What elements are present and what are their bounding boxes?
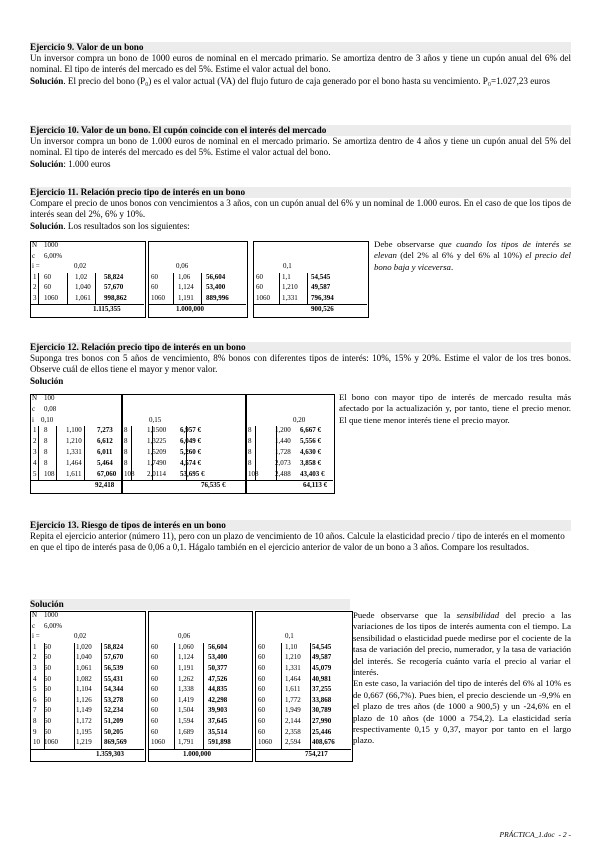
rate-label: 0,1 xyxy=(285,632,294,641)
table-cell: 60 xyxy=(44,706,51,715)
table-cell: 60 xyxy=(258,653,265,662)
exercise-11-note: Debe observarse que cuando los tipos de interés se elevan (del 2% al 6% y del 6% al 10%) el precio del bono baja y viceversa. xyxy=(374,239,571,272)
table-cell: 1,104 xyxy=(76,685,92,694)
table-cell: 2 xyxy=(33,437,37,446)
table-cell: 1,611 xyxy=(66,469,82,478)
table-cell: 60 xyxy=(151,674,158,683)
present-value-cell: 51,209 xyxy=(104,717,124,725)
table-cell: 1,100 xyxy=(66,426,82,435)
table-cell: 60 xyxy=(258,685,265,694)
exercise-11-text: Compare el precio de unos bonos con vencimientos a 3 años, con un cupón anual del 6% y un nominal de 1.000 euros. En el caso de que los tipos de interés sean del 2%, 6% y 10%. Solución. Los resultados son los siguientes: xyxy=(30,198,571,231)
table-cell: 10 xyxy=(33,738,40,747)
present-value-cell: 35,514 xyxy=(208,727,228,736)
total-cell: 900,526 xyxy=(311,305,334,313)
present-value-cell: 6,612 xyxy=(97,437,113,446)
param-c-value: 6,00% xyxy=(44,621,63,630)
present-value-cell: 54,344 xyxy=(104,685,124,694)
table-cell: 4 xyxy=(33,458,37,467)
table-cell: 1,210 xyxy=(285,653,301,662)
exercise-9 xyxy=(30,42,571,87)
table-cell: 1060 xyxy=(44,293,58,302)
column-rule xyxy=(56,426,57,480)
table-cell: 60 xyxy=(44,642,51,651)
rate-label: 0,20 xyxy=(293,415,306,424)
table-cell: 1,1500 xyxy=(147,426,167,435)
exercise-11 xyxy=(30,187,571,232)
table-cell: 60 xyxy=(151,727,158,736)
param-c-value: 6,00% xyxy=(44,251,63,260)
present-value-cell: 869,569 xyxy=(104,738,127,747)
total-cell: 1.359,303 xyxy=(96,749,124,758)
present-value-cell: 67,060 xyxy=(97,469,117,478)
table-cell: 2 xyxy=(33,283,37,291)
table-cell: 1,331 xyxy=(285,664,301,672)
column-rule xyxy=(38,426,39,480)
column-rule xyxy=(74,643,75,749)
table-cell: 1060 xyxy=(256,293,270,302)
table-cell: 1,331 xyxy=(282,293,298,302)
present-value-cell: 47,526 xyxy=(208,674,228,683)
exercise-10 xyxy=(30,125,571,170)
present-value-cell: 56,539 xyxy=(104,664,124,672)
table-cell: 1,200 xyxy=(275,426,291,435)
table-cell: 1,210 xyxy=(66,437,82,446)
total-cell: 1.000,000 xyxy=(176,305,204,313)
table-cell: 60 xyxy=(151,706,158,715)
column-rule xyxy=(174,643,175,749)
exercise-9-text: Un inversor compra un bono de 1000 euros de nominal en el mercado primario. Se amortiza dentro de 3 años y tiene un cupón anual del 6% del nominal. El tipo de interés del mercado es del 5%. Estime el valor actual del bono. Solución. El precio del bono (P₀) es el valor actual (VA) del flujo futuro de caja generado por el bono hasta su vencimiento. P₀=1.027,23 euros xyxy=(30,53,571,86)
exercise-12-note: El bono con mayor tipo de interés de mercado resulta más afectado por la actualización y, por tanto, tiene el precio menor. El que tiene menor interés tiene el precio mayor. xyxy=(339,392,571,425)
exercise-13 xyxy=(30,520,571,554)
column-rule xyxy=(203,643,204,749)
present-value-cell: 37,645 xyxy=(208,717,228,725)
table-cell: 2,0114 xyxy=(147,469,166,478)
present-value-cell: 3,858 € xyxy=(300,458,321,467)
present-value-cell: 5,556 € xyxy=(300,437,321,446)
rate-label: 0,06 xyxy=(178,632,191,641)
present-value-cell: 39,903 xyxy=(208,706,228,715)
table-cell: 8 xyxy=(44,458,48,467)
exercise-13-title: Ejercicio 13. Riesgo de tipos de interés en un bono xyxy=(30,520,571,531)
rate-label: 0,06 xyxy=(176,262,189,270)
table-cell: 2 xyxy=(33,653,37,662)
table-cell: 1,195 xyxy=(76,727,92,736)
present-value-cell: 30,789 xyxy=(312,706,332,715)
table-cell: 8 xyxy=(248,458,252,467)
table-cell: 60 xyxy=(44,664,51,672)
table-cell: 1,124 xyxy=(178,653,194,662)
present-value-cell: 6,667 € xyxy=(300,426,321,435)
column-rule xyxy=(201,273,202,305)
table-cell: 1,594 xyxy=(178,717,194,725)
table-cell: 1,149 xyxy=(76,706,92,715)
table-cell: 60 xyxy=(258,674,265,683)
table-cell: 8 xyxy=(33,717,37,725)
table-cell: 1,124 xyxy=(178,283,194,291)
table-cell: 1,440 xyxy=(275,437,291,446)
column-rule xyxy=(173,273,174,305)
param-i-label: i xyxy=(32,415,34,424)
table-cell: 108 xyxy=(124,469,135,478)
table-cell: 8 xyxy=(124,437,128,446)
present-value-cell: 49,587 xyxy=(312,653,332,662)
exercise-12-title: Ejercicio 12. Relación precio tipo de interés en un bono xyxy=(30,342,571,353)
table-cell: 3 xyxy=(33,448,37,456)
table-cell: 8 xyxy=(44,448,48,456)
table-cell: 8 xyxy=(124,458,128,467)
table-cell: 1,772 xyxy=(285,695,301,704)
present-value-cell: 54,545 xyxy=(311,272,331,281)
column-rule xyxy=(186,426,187,480)
table-cell: 8 xyxy=(248,426,252,435)
table-cell: 1,5209 xyxy=(147,448,167,456)
param-n-label: N xyxy=(32,241,38,249)
column-rule xyxy=(101,643,102,749)
table-cell: 6 xyxy=(33,695,37,704)
present-value-cell: 6,957 € xyxy=(180,426,201,435)
table-cell: 1,3225 xyxy=(147,437,167,446)
column-rule xyxy=(152,426,153,480)
present-value-cell: 796,394 xyxy=(311,293,334,302)
present-value-cell: 6,011 xyxy=(97,448,113,456)
page-footer: PRÁCTICA_1.doc - 2 - xyxy=(499,830,571,839)
exercise-9-title: Ejercicio 9. Valor de un bono xyxy=(30,42,571,53)
exercise-12 xyxy=(30,342,571,387)
table-cell: 1,419 xyxy=(178,695,194,704)
exercise-10-text: Un inversor compra un bono de 1.000 euros de nominal en el mercado primario. Se amortiza dentro de 4 años y tiene un cupón anual del 5% del nominal. El tipo de interés del mercado es del 5%. Estime el valor actual del bono. Solución: 1.000 euros xyxy=(30,136,571,169)
present-value-cell: 5,464 xyxy=(97,458,113,467)
table-cell: 60 xyxy=(151,685,158,694)
present-value-cell: 43,403 € xyxy=(300,469,325,478)
table-cell: 1,464 xyxy=(66,458,82,467)
column-rule xyxy=(44,643,45,749)
table-cell: 1,219 xyxy=(76,738,92,747)
table-cell: 1060 xyxy=(258,738,272,747)
table-cell: 1,02 xyxy=(75,272,88,281)
total-cell: 76,535 € xyxy=(201,481,226,490)
table-cell: 60 xyxy=(44,717,51,725)
present-value-cell: 56,604 xyxy=(208,642,228,651)
table-cell: 60 xyxy=(258,642,265,651)
table-cell: 60 xyxy=(258,706,265,715)
table-cell: 60 xyxy=(44,674,51,683)
table-cell: 60 xyxy=(151,664,158,672)
column-rule xyxy=(84,426,85,480)
table-cell: 8 xyxy=(124,448,128,456)
table-cell: 8 xyxy=(248,437,252,446)
table-cell: 2,073 xyxy=(275,458,291,467)
exercise-12-solution-label: Solución xyxy=(30,375,64,386)
param-n-value: 1000 xyxy=(44,611,58,619)
table-cell: 60 xyxy=(44,685,51,694)
table-cell: 2,488 xyxy=(275,469,291,478)
present-value-cell: 44,835 xyxy=(208,685,228,694)
table-cell: 60 xyxy=(258,727,265,736)
exercise-13-text: Repita el ejercicio anterior (número 11), pero con un plazo de vencimiento de 10 años. Calcule la elasticidad precio / tipo de interés en el momento en que el tipo de interés pasa de 0,06 a 0,1. Hágalo también en el ejercicio anterior de valor de un bono a 3 años. Compare los resultados. xyxy=(30,531,565,553)
rate-label: 0,02 xyxy=(74,632,87,641)
table-cell: 60 xyxy=(258,664,265,672)
param-i-label: i = xyxy=(32,632,40,641)
column-rule xyxy=(95,273,96,305)
table-cell: 1,949 xyxy=(285,706,301,715)
present-value-cell: 53,400 xyxy=(208,653,228,662)
table-cell: 60 xyxy=(256,283,263,291)
table-cell: 1,728 xyxy=(275,448,291,456)
table-cell: 60 xyxy=(151,695,158,704)
present-value-cell: 6,049 € xyxy=(180,437,201,446)
table-cell: 1,040 xyxy=(76,653,92,662)
table-cell: 1,191 xyxy=(178,293,194,302)
present-value-cell: 42,298 xyxy=(208,695,228,704)
table-cell: 1,331 xyxy=(66,448,82,456)
table-cell: 8 xyxy=(44,437,48,446)
column-rule xyxy=(67,273,68,305)
param-c-value: 0,08 xyxy=(44,404,57,413)
column-rule xyxy=(281,643,282,749)
table-cell: 60 xyxy=(151,717,158,725)
table-cell: 8 xyxy=(44,426,48,435)
table-cell: 1 xyxy=(33,272,37,281)
table-cell: 1,082 xyxy=(76,674,92,683)
present-value-cell: 56,604 xyxy=(206,272,226,281)
table-cell: 1,504 xyxy=(178,706,194,715)
table-cell: 1 xyxy=(33,426,37,435)
column-rule xyxy=(279,273,280,305)
present-value-cell: 55,431 xyxy=(104,674,124,683)
present-value-cell: 53,278 xyxy=(104,695,124,704)
table-cell: 1,262 xyxy=(178,674,194,683)
table-cell: 1,061 xyxy=(75,293,91,302)
table-cell: 1,020 xyxy=(76,642,92,651)
table-cell: 4 xyxy=(33,674,37,683)
present-value-cell: 40,981 xyxy=(312,674,332,683)
exercise-11-title: Ejercicio 11. Relación precio tipo de interés en un bono xyxy=(30,187,571,198)
present-value-cell: 37,255 xyxy=(312,685,332,694)
present-value-cell: 57,670 xyxy=(104,283,124,291)
table-cell: 1,611 xyxy=(285,685,301,694)
table-cell: 2,358 xyxy=(285,727,301,736)
table-cell: 8 xyxy=(124,426,128,435)
table-cell: 1,040 xyxy=(75,283,91,291)
rate-label: 0,15 xyxy=(149,415,162,424)
table-cell: 108 xyxy=(248,469,259,478)
table-cell: 60 xyxy=(44,695,51,704)
exercise-13-note: Puede observarse que la sensibilidad del precio a las variaciones de los tipos de interés aumenta con el tiempo. La sensibilidad o elasticidad puede medirse por el cociente de la tasa de variación del precio, numerador, y la tasa de variación del interés. Se recogería cuánto varía el precio al variar el interés. En este caso, la variación del tipo de interés del 6% al 10% es de 0,667 (66,7%). Pues bien, el precio desciende un -9,9% en el plazo de tres años (de 1000 a 900,5) y un -24,6% en el plazo de 10 años (de 1000 a 754,2). La elasticidad sería respectivamente 0,15 y 0,37, mayor por tanto en el largo plazo. xyxy=(353,610,571,746)
exercise-10-title: Ejercicio 10. Valor de un bono. El cupón coincide con el interés del mercado xyxy=(30,125,571,136)
present-value-cell: 27,990 xyxy=(312,717,332,725)
table-cell: 2,594 xyxy=(285,738,301,747)
table-cell: 7 xyxy=(33,706,37,715)
total-rule xyxy=(30,749,144,750)
present-value-cell: 50,205 xyxy=(104,727,124,736)
present-value-cell: 50,377 xyxy=(208,664,228,672)
table-cell: 1,126 xyxy=(76,695,92,704)
present-value-cell: 4,630 € xyxy=(300,448,321,456)
present-value-cell: 57,670 xyxy=(104,653,124,662)
total-cell: 64,113 € xyxy=(303,481,328,490)
present-value-cell: 7,273 xyxy=(97,426,113,435)
table-cell: 60 xyxy=(151,283,158,291)
present-value-cell: 52,234 xyxy=(104,706,124,715)
table-cell: 60 xyxy=(258,717,265,725)
table-cell: 60 xyxy=(44,272,51,281)
table-cell: 60 xyxy=(44,727,51,736)
table-cell: 1,338 xyxy=(178,685,194,694)
table-cell: 108 xyxy=(44,469,55,478)
column-rule xyxy=(276,426,277,480)
total-cell: 754,217 xyxy=(305,749,328,758)
table-cell: 60 xyxy=(44,653,51,662)
table-cell: 60 xyxy=(258,695,265,704)
table-cell: 1 xyxy=(33,642,37,651)
param-c-label: c xyxy=(32,251,36,260)
present-value-cell: 998,862 xyxy=(104,293,127,302)
total-rule xyxy=(30,304,144,305)
param-n-value: 1000 xyxy=(44,241,58,249)
exercise-13-solution xyxy=(30,599,571,610)
table-cell: 1,689 xyxy=(178,727,194,736)
total-rule xyxy=(121,480,245,481)
table-cell: 60 xyxy=(256,272,263,281)
present-value-cell: 4,574 € xyxy=(180,458,201,467)
table-cell: 1060 xyxy=(151,293,165,302)
table-cell: 8 xyxy=(248,448,252,456)
present-value-cell: 591,898 xyxy=(208,738,231,747)
present-value-cell: 54,545 xyxy=(312,642,332,651)
present-value-cell: 408,676 xyxy=(312,738,335,747)
present-value-cell: 53,400 xyxy=(206,283,226,291)
table-cell: 5 xyxy=(33,469,37,478)
table-cell: 1060 xyxy=(44,738,58,747)
total-rule xyxy=(253,304,367,305)
table-cell: 1,464 xyxy=(285,674,301,683)
present-value-cell: 889,996 xyxy=(206,293,229,302)
total-cell: 1.000,000 xyxy=(183,749,211,758)
table-cell: 1,7490 xyxy=(147,458,167,467)
total-cell: 92,418 xyxy=(95,481,115,490)
present-value-cell: 45,079 xyxy=(312,664,332,672)
table-cell: 1,172 xyxy=(76,717,92,725)
table-cell: 1,791 xyxy=(178,738,194,747)
present-value-cell: 58,824 xyxy=(104,272,124,281)
rate-label: 0,10 xyxy=(41,415,54,424)
table-cell: 3 xyxy=(33,664,37,672)
column-rule xyxy=(131,426,132,480)
total-rule xyxy=(255,749,351,750)
table-cell: 1,061 xyxy=(76,664,92,672)
column-rule xyxy=(310,643,311,749)
present-value-cell: 53,695 € xyxy=(180,469,205,478)
column-rule xyxy=(307,273,308,305)
param-c-label: c xyxy=(32,621,36,630)
exercise-13-solution-label: Solución xyxy=(30,599,350,610)
table-cell: 60 xyxy=(151,272,158,281)
table-cell: 1,060 xyxy=(178,642,194,651)
present-value-cell: 49,587 xyxy=(311,283,331,291)
table-cell: 2,144 xyxy=(285,717,301,725)
total-cell: 1.115,355 xyxy=(93,305,121,313)
param-n-label: N xyxy=(32,611,38,619)
table-cell: 60 xyxy=(151,642,158,651)
table-cell: 5 xyxy=(33,685,37,694)
table-cell: 1,1 xyxy=(282,272,291,281)
param-n-label: N xyxy=(32,394,38,402)
table-cell: 1,06 xyxy=(178,272,191,281)
present-value-cell: 25,446 xyxy=(312,727,332,736)
table-cell: 60 xyxy=(44,283,51,291)
column-rule xyxy=(255,426,256,480)
present-value-cell: 5,260 € xyxy=(180,448,201,456)
table-cell: 1,210 xyxy=(282,283,298,291)
rate-label: 0,1 xyxy=(283,262,292,270)
exercise-12-text: Suponga tres bonos con 5 años de vencimiento, 8% bonos con diferentes tipos de interés: 10%, 15% y 20%. Estime el valor de los tres bonos. Observe cuál de ellos tiene el mayor y menor valor. xyxy=(30,353,571,375)
rate-label: 0,02 xyxy=(74,262,87,270)
param-c-label: c xyxy=(32,404,36,413)
table-cell: 9 xyxy=(33,727,37,736)
param-i-label: i = xyxy=(32,262,40,270)
param-n-value: 100 xyxy=(44,394,55,402)
table-cell: 1060 xyxy=(151,738,165,747)
column-rule xyxy=(38,273,39,305)
table-cell: 1,191 xyxy=(178,664,194,672)
present-value-cell: 58,824 xyxy=(104,642,124,651)
table-cell: 3 xyxy=(33,293,37,302)
table-cell: 1,10 xyxy=(285,642,298,651)
table-cell: 60 xyxy=(151,653,158,662)
present-value-cell: 33,868 xyxy=(312,695,332,704)
